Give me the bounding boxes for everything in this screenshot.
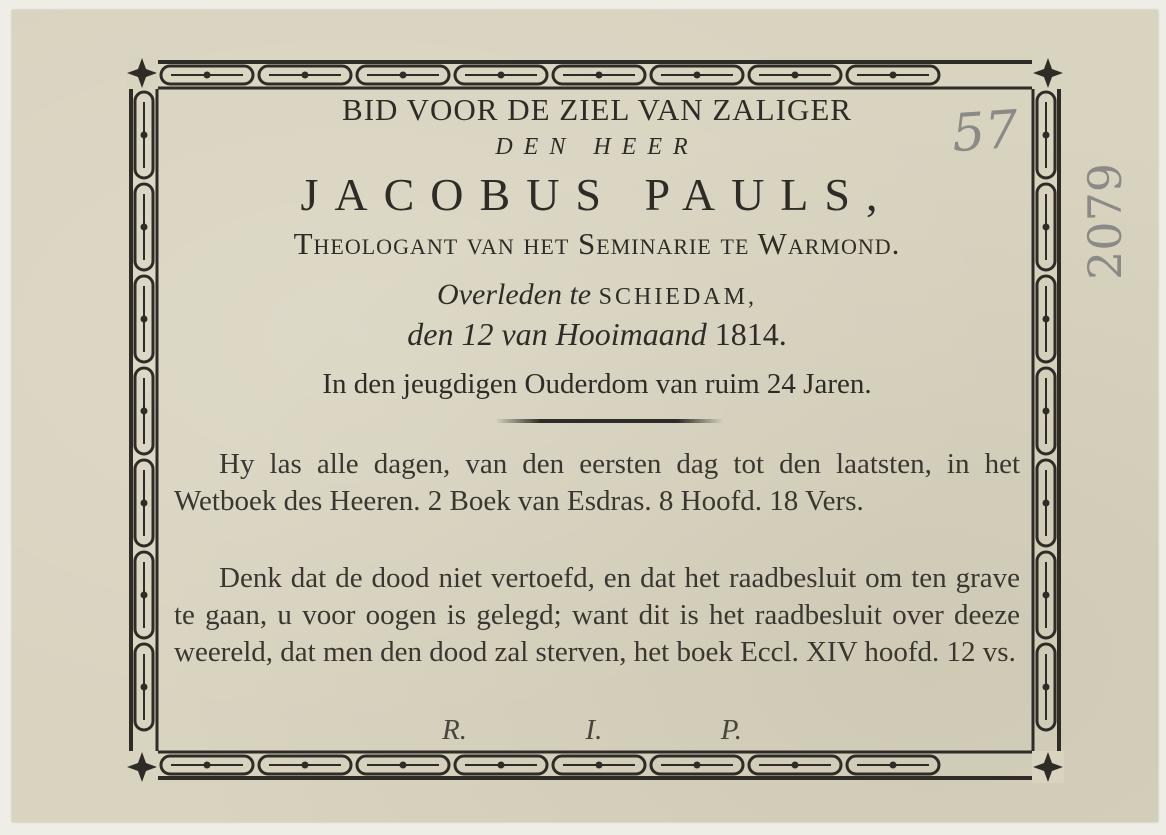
death-place-line bbox=[172, 278, 1022, 312]
death-date-line bbox=[172, 316, 1022, 353]
death-date: den 12 van Hooimaand bbox=[407, 316, 707, 352]
deceased-name: JACOBUS PAULS, bbox=[300, 169, 894, 220]
rip-p: P. bbox=[720, 714, 742, 746]
honorific: DEN HEER bbox=[495, 134, 699, 160]
death-place: SCHIEDAM, bbox=[598, 284, 757, 310]
border-right-link-2-dot bbox=[1043, 316, 1050, 323]
prayer-heading: BID VOOR DE ZIEL VAN ZALIGER bbox=[342, 92, 852, 127]
border-left-link-4-dot bbox=[141, 500, 148, 507]
border-top-link-0-dot bbox=[204, 72, 211, 79]
border-top-link-4-dot bbox=[596, 72, 603, 79]
border-left-link-1-dot bbox=[141, 224, 148, 231]
border-right-link-0-dot bbox=[1043, 132, 1050, 139]
border-top-link-5-dot bbox=[694, 72, 701, 79]
age-line: In den jeugdigen Ouderdom van ruim 24 Jaren. bbox=[322, 368, 872, 400]
border-right-link-3-dot bbox=[1043, 408, 1050, 415]
border-top-link-1-dot bbox=[302, 72, 309, 79]
border-top-link-7-dot bbox=[890, 72, 897, 79]
card-text bbox=[172, 88, 1022, 768]
pencil-number-top: 57 bbox=[949, 99, 1021, 165]
memorial-card bbox=[12, 10, 1158, 822]
border-left-link-2-dot bbox=[141, 316, 148, 323]
rip-r: R. bbox=[442, 714, 467, 746]
deceased-title: Theologant van het Seminarie te Warmond. bbox=[293, 226, 901, 261]
border-right-link-6-dot bbox=[1043, 684, 1050, 691]
border-right-link-5-dot bbox=[1043, 592, 1050, 599]
death-prefix: Overleden te bbox=[437, 278, 592, 311]
border-right-link-1-dot bbox=[1043, 224, 1050, 231]
pencil-number-side: 2079 bbox=[1078, 162, 1132, 280]
border-left-link-0-dot bbox=[141, 132, 148, 139]
border-top-link-3-dot bbox=[498, 72, 505, 79]
border-right-link-4-dot bbox=[1043, 500, 1050, 507]
rip-i: I. bbox=[585, 714, 603, 746]
scripture-paragraph-2: Denk dat de dood niet vertoefd, en dat het raadbesluit om ten grave te gaan, u voor oogen is gelegd; want dit is het raadbesluit over deeze weereld, dat men den dood zal sterven, het boek Eccl. XIV hoofd. 12 vs. bbox=[174, 562, 1020, 668]
border-left-link-5-dot bbox=[141, 592, 148, 599]
border-left-link-6-dot bbox=[141, 684, 148, 691]
death-year: 1814. bbox=[714, 316, 787, 352]
border-top-link-6-dot bbox=[792, 72, 799, 79]
border-top-link-2-dot bbox=[400, 72, 407, 79]
rip-line bbox=[442, 714, 742, 750]
border-left-link-3-dot bbox=[141, 408, 148, 415]
scripture-paragraph-1: Hy las alle dagen, van den eersten dag tot den laatsten, in het Wetboek des Heeren. 2 Boek van Esdras. 8 Hoofd. 18 Vers. bbox=[174, 448, 1020, 517]
divider-rule bbox=[495, 419, 723, 423]
